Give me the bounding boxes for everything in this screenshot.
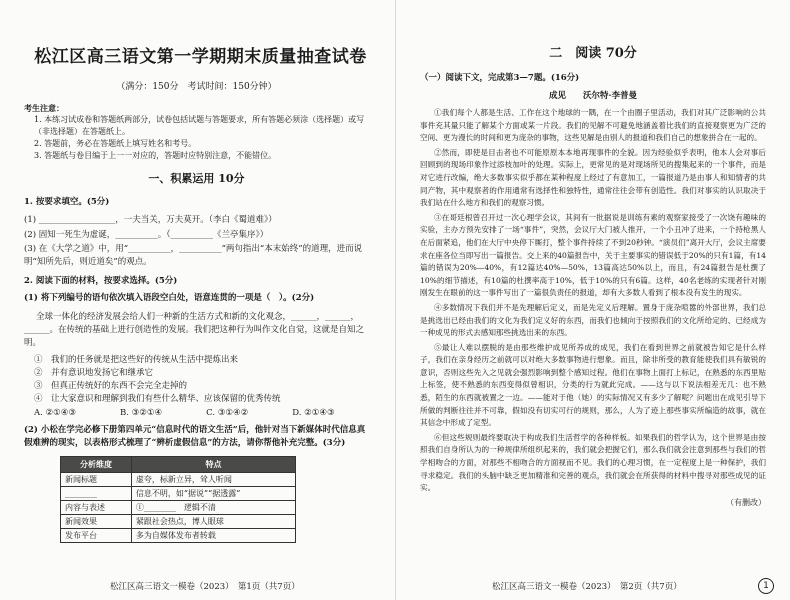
notice-item: 3. 答题纸与卷目编于上一一对应的，答题时应特别注意，不能错位。 xyxy=(34,151,277,160)
table-row xyxy=(61,487,296,501)
table-cell-part: ①________ xyxy=(135,503,176,512)
notice-item: 1. 本练习试成卷和答题纸两部分，试卷包括试题与答题要求，所有答题必须涂（选择题）或写（非选择题）在答题纸上。 xyxy=(34,115,365,136)
table-cell: 紧跟社会热点，博人眼球 xyxy=(131,515,295,529)
section-title-reading: 二 阅读 70分 xyxy=(549,46,637,61)
question-2-1: (1) 将下列编号的语句依次填入语段空白处，语意连贯的一项是（ ）。(2分) xyxy=(24,293,315,303)
choice-c[interactable]: C. ③①④② xyxy=(206,408,249,418)
option-sentence: ② 并有意识地发扬它和继承它 xyxy=(34,368,154,378)
table-cell: 信息不明，如“据说”“据透露” xyxy=(131,487,295,501)
reading-question-heading: （一）阅读下文，完成第3—7题。(16分) xyxy=(420,73,580,83)
choice-d[interactable]: D. ②①④③ xyxy=(292,408,335,418)
section-title-accumulation: 一、积累运用 10分 xyxy=(148,172,245,185)
misinformation-table xyxy=(60,456,296,543)
table-cell: 虚夸，标新立异，耸人听闻 xyxy=(131,473,295,487)
option-sentence: ④ 让大家意识和理解到我们有些什么精华、应该保留的优秀传统 xyxy=(34,394,281,404)
table-cell: 发布平台 xyxy=(61,529,132,543)
exam-page-2 xyxy=(395,0,790,600)
article-paragraph: ⑥但这些规则最终要取决于构成我们生活哲学的各种样板。如果我们的哲学认为，这个世界是由按照我们自身所认为的一种规律所组织起来的，我们就会把握它们，那么我们就会注意到那些与我们的哲学相吻合的方面，对那些不相吻合的方面视而不见。我们的心理习惯，在一定程度上是一种保护，我们寻求稳定。我们的头脑中缺乏更加精准和完善的观点，我们就会在所获得的材料中搜寻对那些成见的证实。 xyxy=(420,432,766,493)
fill-blank-line: (2) 固知一死生为虚诞，__________。（__________《兰亭集序》） xyxy=(24,230,269,240)
question-2-heading: 2. 阅读下面的材料，按要求选择。(5分) xyxy=(24,276,178,286)
question-1-heading: 1. 按要求填空。(5分) xyxy=(24,197,110,207)
table-row xyxy=(61,501,296,515)
table-cell: 内容与表述 xyxy=(61,501,132,515)
notice-heading: 考生注意： xyxy=(24,103,64,113)
table-cell-part: 逻辑不清 xyxy=(183,503,216,512)
notice-item: 2. 答题前，务必在答题纸上填写姓名和考号。 xyxy=(34,139,197,148)
exam-meta: （满分：150分 考试时间：150分钟） xyxy=(116,82,277,92)
question-2-2: (2) 小松在学完必修下册第四单元“信息时代的语文生活”后，他针对当下新媒体时代信息真假难辨的现实，以表格形式梳理了“辨析虚假信息”的方法，请你帮他补充完整。(3分) xyxy=(24,425,366,448)
table-row xyxy=(61,529,296,543)
exam-title: 松江区高三语文第一学期期末质量抽查试卷 xyxy=(34,47,367,67)
fill-blank-line: (3) 在《大学之道》中，用“__________，__________”两句指出“本末始终”的道理，进而说明“知所先后，则近道矣”的观点。 xyxy=(24,244,363,267)
choice-a[interactable]: A. ②①④③ xyxy=(34,408,77,418)
choice-b[interactable]: B. ③②①④ xyxy=(120,408,163,418)
table-header: 特点 xyxy=(131,457,295,473)
table-row xyxy=(61,473,296,487)
table-cell: 新闻效果 xyxy=(61,515,132,529)
article-paragraph: ①我们每个人都是生活、工作在这个地球的一隅，在一个由圈子里活动，我们对其广泛影响的公共事件充其量只能了解某个方面或某一片段。我们的见解不可避免地涵盖着比我们的直接观察更为广泛的空间、更为漫长的时间和更为庞杂的事物，这些见解是由别人的报道和我们自己的想象拼合在一起的。 xyxy=(420,108,766,143)
page-footer: 松江区高三语文一模卷（2023） 第2页（共7页） xyxy=(492,582,682,592)
page-footer: 松江区高三语文一模卷（2023） 第1页（共7页） xyxy=(110,582,300,592)
article-title: 成见 沃尔特·李普曼 xyxy=(549,91,637,101)
fill-blank-line: (1) __________________，一夫当关，万夫莫开。（李白《蜀道难》） xyxy=(24,215,277,225)
page-number-marker: 1 xyxy=(758,578,774,594)
table-header: 分析维度 xyxy=(61,457,132,473)
article-paragraph: ⑤最让人难以摆脱的是由那些维护成见所养成的成见，我们在看到世界之前就被告知它是什么样子，我们在亲身经历之前就可以对绝大多数事物进行想象。而且，除非所受的教育能使我们具有敏锐的意识，否则这些先入之见就会强烈影响到整个感知过程。他们在事物上面打上标记，在熟悉的东西里贴上标签，使不熟悉的东西变得似曾相识，分类的行为就此完成。——这与以下说法相差无几：也不熟悉，陌生的东西就被置之一边。——能对于他（她）的实际情况又有多少了解呢？问题出在成见引导下所做的判断往往并不可靠，假如没有切实可行的规则，那么，人为了迹上那些事实所编造的故事，就在其信念中形成了定型。 xyxy=(420,342,766,428)
abridged-note: （有删改） xyxy=(726,497,766,507)
option-sentence: ① 我们的任务就是把这些好的传统从生活中提炼出来 xyxy=(34,355,239,365)
table-cell: 新闻标题 xyxy=(61,473,132,487)
table-cell xyxy=(131,501,295,515)
answer-choices xyxy=(24,408,369,418)
question-2-passage: 全球一体化的经济发展会给人们一种新的生活方式和新的文化观念，______，______，______。在传统的基础上进行创造性的发展。我们把这种行为叫作文化自觉，这就是自知之明。 xyxy=(24,312,365,348)
table-cell: ________ xyxy=(61,487,132,501)
article-paragraph: ②然而，即使是目击者也不可能原原本本地再现事件的全貌。因为经验似乎表明，他本人会对事后回顾到的现场印象作过添枝加叶的处理。实际上，更常见的是对现场所见的搜集起来的一个事件，而是对它进行改编，绝大多数事实似乎都在某种程度上经过了有意加工，一篇报道乃是由事人和知情者的共同产物，其中观察者的作用通常有选择性和独特性，通常往往会带有创造性。我们对事实的认识取决于我们站在什么地方和我们的观察习惯。 xyxy=(420,147,766,208)
table-header-row xyxy=(61,457,296,473)
article-paragraph: ③在哥廷根曾召开过一次心理学会议，其间有一批据说是训练有素的观察家接受了一次饶有趣味的实验，主办方预先安排了一场“事件”，突然，会议厅大门被人推开，一个小丑冲了进来，一个持枪黑人在后面紧追，他们在大厅中央停下厮打，整个事件持续了不到20秒钟。“演员们”离开大厅，会议主席要求在座各位当即写出一篇报告。交上来的40篇报告中，关于主要事实的错误低于20%的只有1篇，有14篇的错误为20%—40%，有12篇达40%—50%，13篇高达50%以上，而且，有24篇报告是杜撰了10%的细节描述，有10篇的杜撰率高于10%，低于10%的只有6篇。这样，40名老练的实现者针对刚刚发生在眼前的这一事件写出了一篇很负责任的报道，却有大多数人看到了根本没有发生的现实。 xyxy=(420,212,766,298)
table-row xyxy=(61,515,296,529)
table-cell: 多为自媒体发布者转载 xyxy=(131,529,295,543)
option-sentence: ③ 但真正传统好的东西不会完全走掉的 xyxy=(34,381,188,391)
article-paragraph: ④多数情况下我们并不是先理解后定义，而是先定义后理解。置身于庞杂喧嚣的外部世界，我们总是挑选出已经由我们的文化为我们定义好的东西，而我们也倾向于按照我们的文化所给定的、已经成为一种成见的形式去感知那些挑选出来的东西。 xyxy=(420,302,766,338)
